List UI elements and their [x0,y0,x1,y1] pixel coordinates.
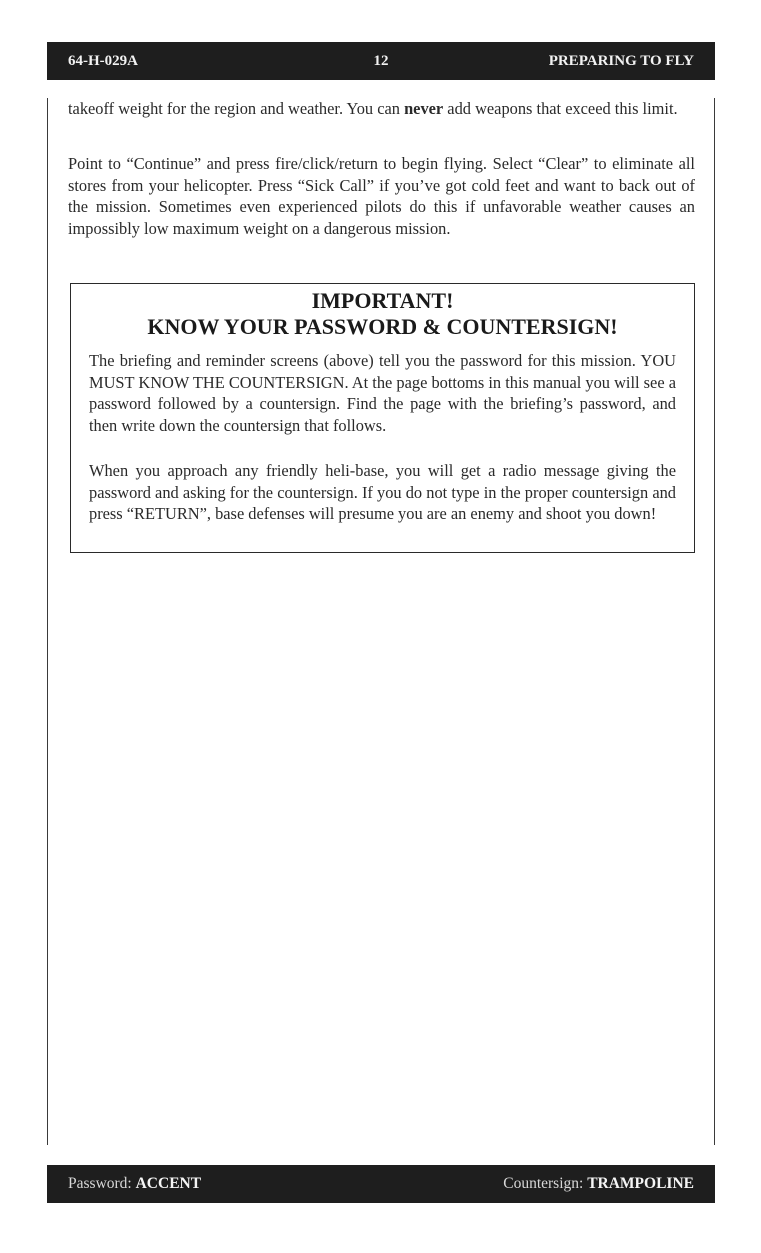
paragraph-continue-instructions: Point to “Continue” and press fire/click/return to begin flying. Select “Clear” to eliminate all stores from your helicopter. Press “Sick Call” if you’ve got cold feet and want to back out of the mission. Sometimes even experienced pilots do this if unfavorable weather causes an impossibly low maximum weight on a dangerous mission. [68,154,695,238]
footer-countersign [503,1176,694,1192]
password-label: Password: [68,1175,136,1192]
paragraph-weight-limit [68,98,695,120]
page-footer [47,1165,715,1203]
countersign-value: TRAMPOLINE [587,1175,694,1192]
notice-paragraph-countersign: When you approach any friendly heli-base, you will get a radio message giving the password and asking for the countersign. If you do not type in the proper countersign and press “RETURN”, base defenses will presume you are an enemy and shoot you down! [89,461,676,523]
left-margin-rule [47,98,48,1145]
page-number: 12 [373,53,389,69]
password-value: ACCENT [135,1175,202,1192]
notice-subtitle: KNOW YOUR PASSWORD & COUNTERSIGN! [147,314,618,339]
right-margin-rule [714,98,715,1145]
footer-password [68,1176,201,1192]
paragraph-weight-limit-start: takeoff weight for the region and weather. You can [68,99,405,118]
emphasis-never: never [404,99,444,118]
notice-paragraph-password: The briefing and reminder screens (above) tell you the password for this mission. YOU MUST KNOW THE COUNTERSIGN. At the page bottoms in this manual you will see a password followed by a countersign. Find the page with the briefing’s password, and then write down the countersign that follows. [89,351,676,435]
paragraph-weight-limit-end: add weapons that exceed this limit. [443,99,678,118]
countersign-label: Countersign: [503,1175,588,1192]
section-title: PREPARING TO FLY [548,53,694,69]
important-notice-box [70,283,695,553]
notice-title: IMPORTANT! [311,288,454,313]
document-code: 64-H-029A [68,53,138,69]
page-header [47,42,715,80]
